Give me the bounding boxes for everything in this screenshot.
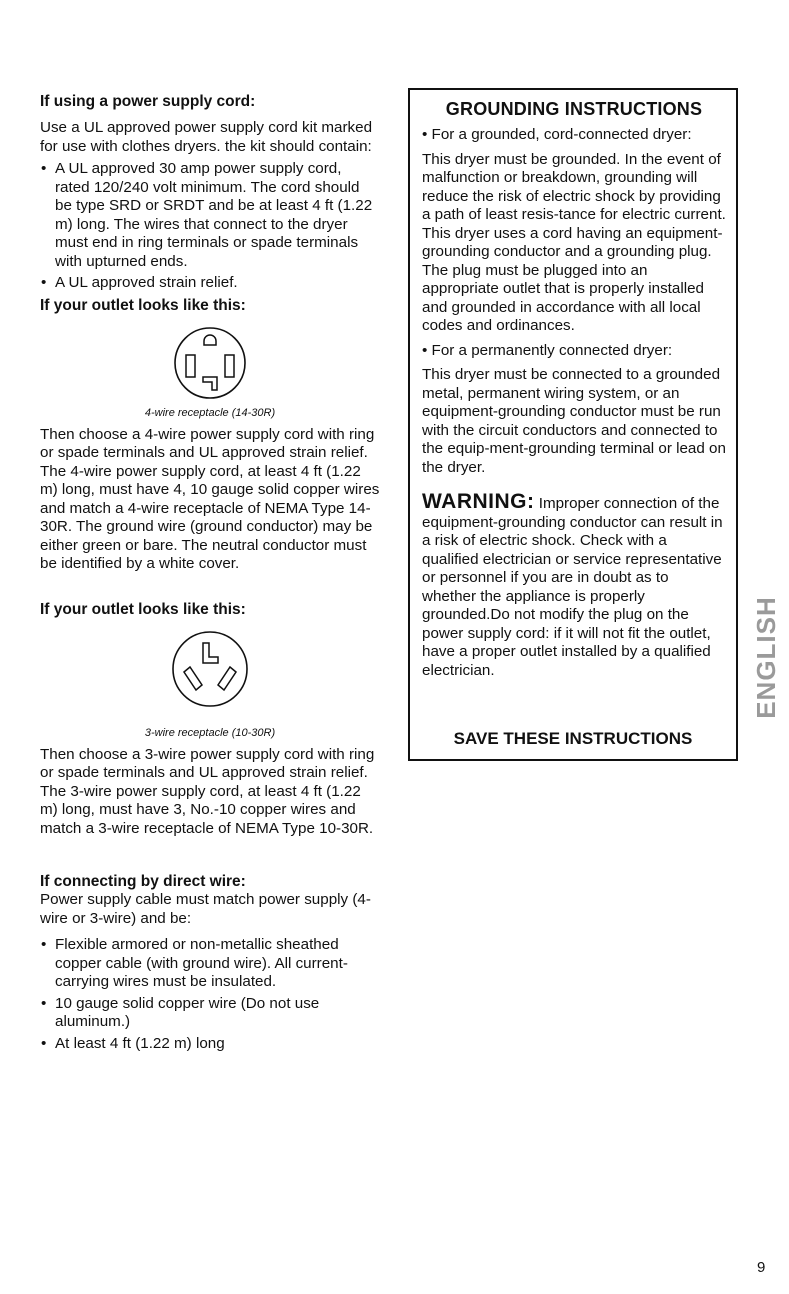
permanent-label: • For a permanently connected dryer: <box>422 341 673 359</box>
cord-bullet-1: • A UL approved 30 amp power supply cord, rated 120/240 volt minimum. The cord should be type SRD or SRDT and be at least 4 ft (1.22 m) long. The wires that connect to the dryer must end in ring terminals or spade terminals with upturned ends. <box>40 160 380 271</box>
direct-bullet-3: • At least 4 ft (1.22 m) long <box>40 1035 380 1054</box>
warning-text: Improper connection of the equipment-grounding conductor can result in a risk of electric shock. Check with a qualified electrician or service representative or personnel if you are in doubt as to whether the appliance is properly grounded.Do not modify the plug on the power supply cord: if it will not fit the outlet, have a proper outlet installed by a qualified electrician. <box>422 495 723 679</box>
cord-intro: Use a UL approved power supply cord kit marked for use with clothes dryers. the kit should contain: <box>40 119 373 155</box>
grounded-text: This dryer must be grounded. In the event of malfunction or breakdown, grounding will reduce the risk of electric shock by providing a path of least resis-tance for electric current. This dryer uses a cord having an equipment-grounding conductor and a grounding plug. The plug must be plugged into an appropriate outlet that is properly installed and grounded in accordance with all local codes and ordinances. <box>422 150 726 334</box>
save-instructions-footer: SAVE THESE INSTRUCTIONS <box>453 729 693 748</box>
receptacle-3-caption: 3-wire receptacle (10-30R) <box>144 726 276 739</box>
permanent-text: This dryer must be connected to a grounded metal, permanent wiring system, or an equipment-grounding conductor must be run with the circuit conductors and connected to the equip-ment-grounding terminal or lead on the dryer. <box>422 366 726 476</box>
receptacle-3-text: Then choose a 3-wire power supply cord with ring or spade terminals and UL approved strain relief. The 3-wire power supply cord, at least 4 ft (1.22 m) long, must have 3, No.-10 copper wires and match a 3-wire receptacle of NEMA Type 10-30R. <box>40 745 375 837</box>
cord-bullet-2: • A UL approved strain relief. <box>40 274 380 293</box>
receptacle-4-text: Then choose a 4-wire power supply cord with ring or spade terminals and UL approved strain relief. The 4-wire power supply cord, at least 4 ft (1.22 m) long, must have 4, 10 gauge solid copper wires and match a 4-wire receptacle of NEMA Type 14-30R. The ground wire (ground conductor) may be either green or bare. The neutral conductor must be identified by a white cover. <box>40 425 380 572</box>
cord-heading: If using a power supply cord: <box>40 93 256 110</box>
receptacle-4-caption: 4-wire receptacle (14-30R) <box>144 406 276 419</box>
direct-wire-heading: If connecting by direct wire: <box>40 873 246 890</box>
direct-wire-intro: Power supply cable must match power supply (4-wire or 3-wire) and be: <box>40 891 371 927</box>
page-number: 9 <box>757 1259 766 1276</box>
outlet-heading-2: If your outlet looks like this: <box>40 600 246 618</box>
direct-wire-bullet-list <box>40 936 380 1053</box>
direct-bullet-2: • 10 gauge solid copper wire (Do not use aluminum.) <box>40 995 380 1032</box>
language-side-tab <box>750 555 781 760</box>
warning-paragraph <box>422 490 726 680</box>
cord-bullet-list <box>40 160 380 293</box>
outlet-heading-1: If your outlet looks like this: <box>40 296 246 314</box>
grounded-label: • For a grounded, cord-connected dryer: <box>422 126 692 143</box>
receptacle-3-wire-icon <box>170 629 250 709</box>
left-column <box>40 92 380 1056</box>
direct-bullet-1: • Flexible armored or non-metallic sheathed copper cable (with ground wire). All current-carrying wires must be insulated. <box>40 936 380 992</box>
warning-word: WARNING: <box>422 490 535 513</box>
grounding-instructions-box <box>408 88 738 761</box>
receptacle-4-wire-icon <box>172 325 248 401</box>
language-tab-label: ENGLISH <box>750 596 781 719</box>
grounding-title: GROUNDING INSTRUCTIONS <box>445 99 703 119</box>
